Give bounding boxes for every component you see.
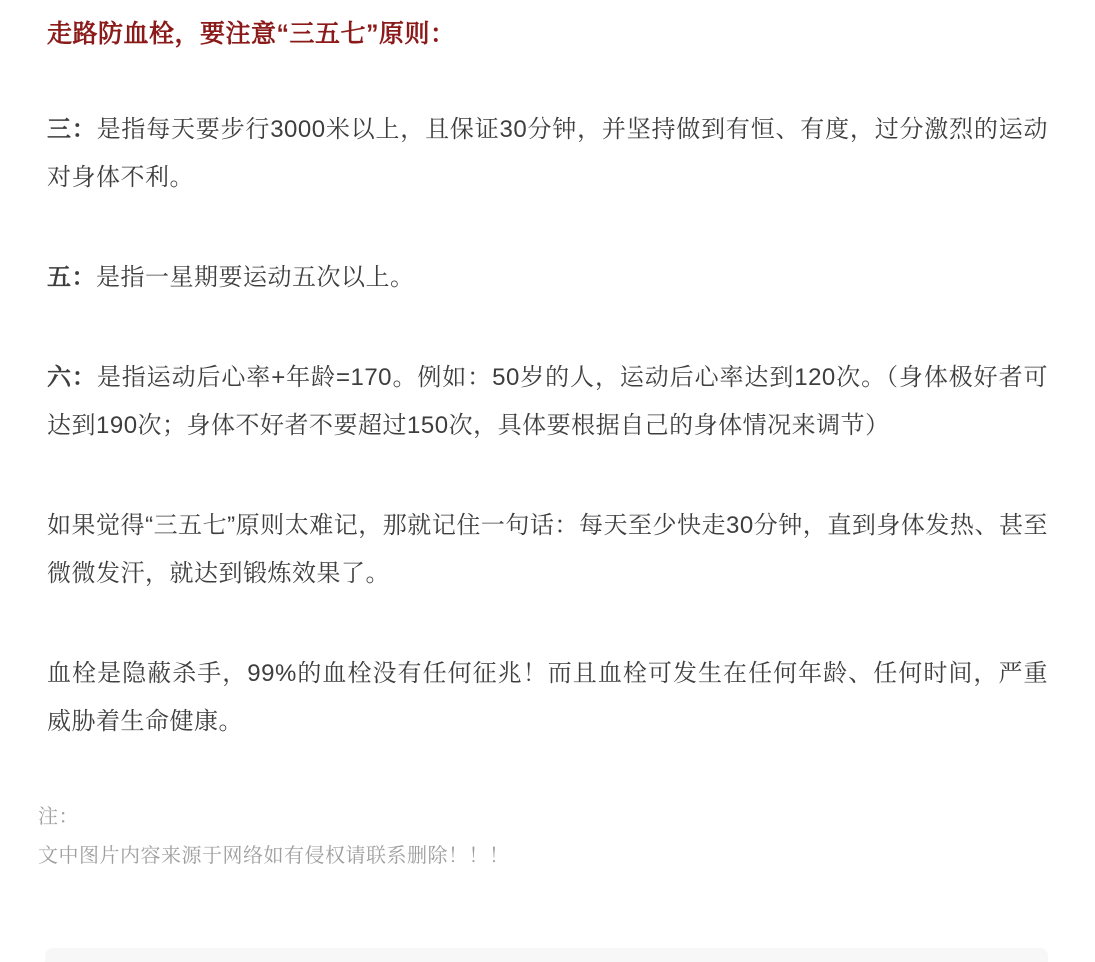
paragraph-text: 是指一星期要运动五次以上。	[96, 264, 415, 291]
paragraph-lead: 六：	[47, 364, 97, 391]
note-text: 文中图片内容来源于网络如有侵权请联系删除！！！	[38, 845, 510, 867]
paragraph-text: 是指每天要步行3000米以上，且保证30分钟，并坚持做到有恒、有度，过分激烈的运动对身体不利。	[47, 116, 1048, 191]
paragraph-three-rule	[47, 106, 1048, 202]
note-label: 注：	[38, 806, 79, 828]
paragraph-five-rule	[47, 254, 1048, 302]
paragraph-warning	[47, 650, 1048, 746]
paragraph-text: 是指运动后心率+年龄=170。例如：50岁的人，运动后心率达到120次。（身体极好者可达到190次；身体不好者不要超过150次，具体要根据自己的身体情况来调节）	[47, 364, 1048, 439]
article-heading: 走路防血栓，要注意“三五七”原则：	[47, 20, 456, 48]
paragraph-text: 血栓是隐蔽杀手，99%的血栓没有任何征兆！而且血栓可发生在任何年龄、任何时间，严重威胁着生命健康。	[47, 660, 1048, 735]
source-disclaimer-note	[38, 798, 1048, 876]
paragraph-six-rule	[47, 354, 1048, 450]
paragraph-easy-tip	[47, 502, 1048, 598]
paragraph-text: 如果觉得“三五七”原则太难记，那就记住一句话：每天至少快走30分钟，直到身体发热、甚至微微发汗，就达到锻炼效果了。	[47, 512, 1048, 587]
bottom-divider-bar	[45, 948, 1048, 962]
paragraph-lead: 三：	[47, 116, 97, 143]
paragraph-lead: 五：	[47, 264, 96, 291]
